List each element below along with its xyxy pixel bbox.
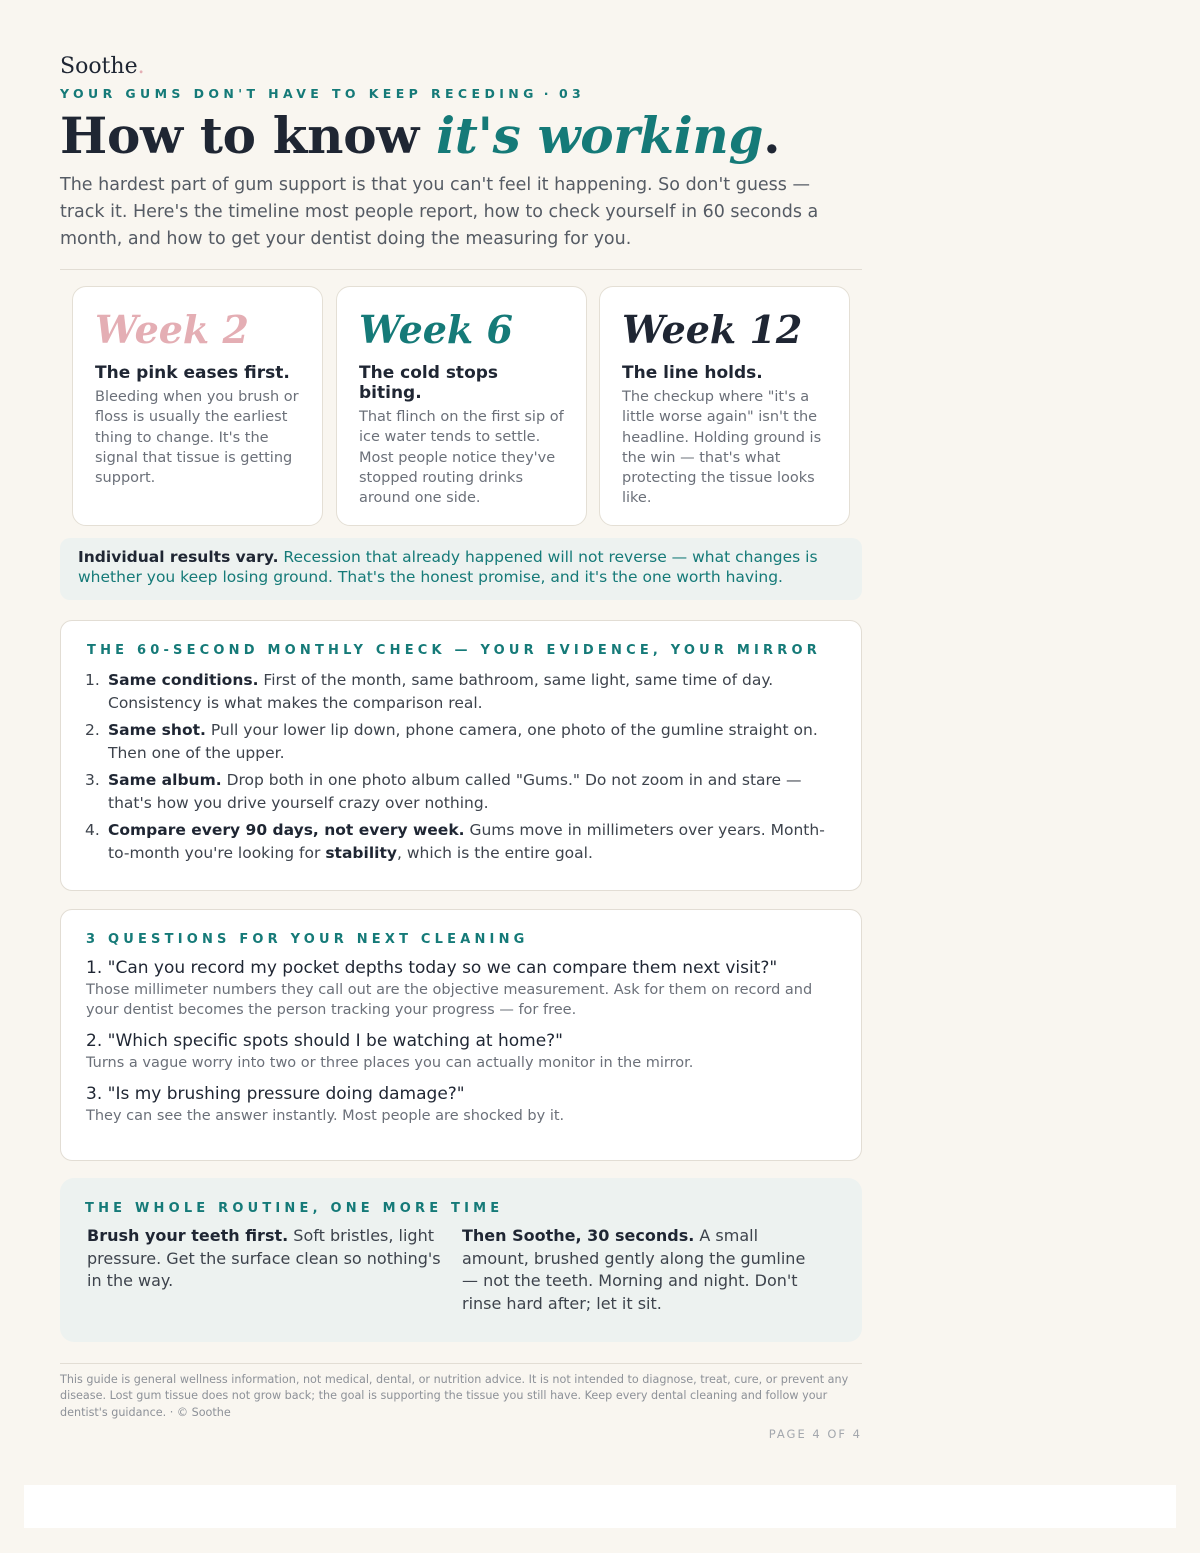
question-item (86, 1029, 836, 1073)
week-card-2 (72, 286, 323, 526)
step-number: 3. (85, 771, 100, 789)
step-bold: Same conditions. (108, 671, 259, 689)
bottom-band (24, 1485, 1176, 1528)
step-number: 2. (85, 721, 100, 739)
note-text: Recession that already happened will not reverse — what changes is whether you keep losing ground. That's the honest promise, and it's the one worth having. (78, 548, 818, 586)
routine-text: A small amount, brushed gently along the gumline — not the teeth. Morning and night. Don't rinse hard after; let it sit. (462, 1226, 806, 1314)
intro-paragraph: The hardest part of gum support is that you can't feel it happening. So don't guess — track it. Here's the timeline most people report, how to check yourself in 60 seconds a month, and how to get your dentist doing the measuring for you. (60, 175, 819, 249)
week-body: That flinch on the first sip of ice water tends to settle. Most people notice they've stopped routing drinks around one side. (359, 409, 564, 507)
question-text: 1. "Can you record my pocket depths today so we can compare them next visit?" (86, 958, 778, 978)
routine-bold: Then Soothe, 30 seconds. (462, 1226, 695, 1245)
monthly-check-card (60, 620, 862, 891)
kicker (60, 86, 585, 101)
section-title: 3 QUESTIONS FOR YOUR NEXT CLEANING (86, 932, 529, 947)
list-item (87, 669, 835, 715)
title-part: How to know (60, 106, 437, 165)
step-text: Drop both in one photo album called "Gums." Do not zoom in and stare — that's how you drive yourself crazy over nothing. (108, 771, 802, 812)
step-bold: Same shot. (108, 721, 206, 739)
kicker-number: 03 (558, 86, 586, 101)
week-title: The line holds. (622, 363, 763, 383)
week-label: Week 12 (622, 307, 803, 352)
results-note (60, 538, 862, 600)
kicker-separator: · (543, 86, 553, 101)
routine-text: Soft bristles, light pressure. Get the surface clean so nothing's in the way. (87, 1226, 441, 1291)
step-bold: Compare every 90 days, not every week. (108, 821, 465, 839)
step-text: First of the month, same bathroom, same light, same time of day. Consistency is what makes the comparison real. (108, 671, 774, 712)
step-number: 4. (85, 821, 100, 839)
step-bold: Same album. (108, 771, 222, 789)
divider (60, 269, 862, 270)
page-title (60, 106, 780, 165)
question-item (86, 956, 836, 1020)
section-title: THE WHOLE ROUTINE, ONE MORE TIME (85, 1201, 504, 1216)
step-number: 1. (85, 671, 100, 689)
week-card-6 (336, 286, 587, 526)
step-bold-emphasis: stability (325, 844, 397, 862)
brand-logo (60, 54, 145, 79)
list-item (87, 819, 835, 865)
step-text-end: , which is the entire goal. (396, 844, 593, 862)
list-item (87, 719, 835, 765)
list-item (87, 769, 835, 815)
brand-dot: . (137, 54, 145, 79)
week-title: The pink eases first. (95, 363, 290, 383)
week-card-12 (599, 286, 850, 526)
question-text: 3. "Is my brushing pressure doing damage?" (86, 1084, 465, 1104)
week-label: Week 2 (95, 307, 249, 352)
week-label: Week 6 (359, 307, 513, 352)
questions-card (60, 909, 862, 1161)
title-period: . (763, 106, 781, 165)
routine-panel (60, 1178, 862, 1342)
section-title: THE 60-SECOND MONTHLY CHECK — YOUR EVIDENCE, YOUR MIRROR (87, 643, 821, 658)
step-text: Pull your lower lip down, phone camera, one photo of the gumline straight on. Then one of the upper. (108, 721, 818, 762)
routine-bold: Brush your teeth first. (87, 1226, 289, 1245)
week-title: The cold stops biting. (359, 363, 499, 403)
steps-list (87, 669, 835, 865)
disclaimer: This guide is general wellness information, not medical, dental, or nutrition advice. It is not intended to diagnose, treat, cure, or prevent any disease. Lost gum tissue does not grow back; the goal is supporting the tissue you still have. Keep every dental cleaning and follow your dentist's guidance. · © Soothe (60, 1373, 849, 1419)
routine-step-brush (87, 1225, 445, 1293)
brand-name: Soothe (60, 54, 138, 79)
question-explanation: Those millimeter numbers they call out are the objective measurement. Ask for them on record and your dentist becomes the person tracking your progress — for free. (86, 982, 813, 1018)
week-body: The checkup where "it's a little worse again" isn't the headline. Holding ground is the win — that's what protecting the tissue looks like. (622, 389, 822, 507)
question-explanation: Turns a vague worry into two or three places you can actually monitor in the mirror. (86, 1055, 694, 1071)
page-number: PAGE 4 OF 4 (768, 1427, 862, 1441)
question-explanation: They can see the answer instantly. Most people are shocked by it. (86, 1108, 565, 1124)
kicker-text: YOUR GUMS DON'T HAVE TO KEEP RECEDING (60, 86, 538, 101)
question-text: 2. "Which specific spots should I be watching at home?" (86, 1031, 564, 1051)
title-emphasis: it's working (436, 106, 764, 165)
routine-step-soothe (462, 1225, 812, 1316)
step-text: Gums move in millimeters over years. Month-to-month you're looking for (108, 821, 825, 862)
week-body: Bleeding when you brush or floss is usually the earliest thing to change. It's the signal that tissue is getting support. (95, 389, 299, 487)
timeline (72, 286, 850, 526)
note-bold: Individual results vary. (78, 548, 279, 566)
question-item (86, 1082, 836, 1126)
footer-divider (60, 1363, 862, 1364)
